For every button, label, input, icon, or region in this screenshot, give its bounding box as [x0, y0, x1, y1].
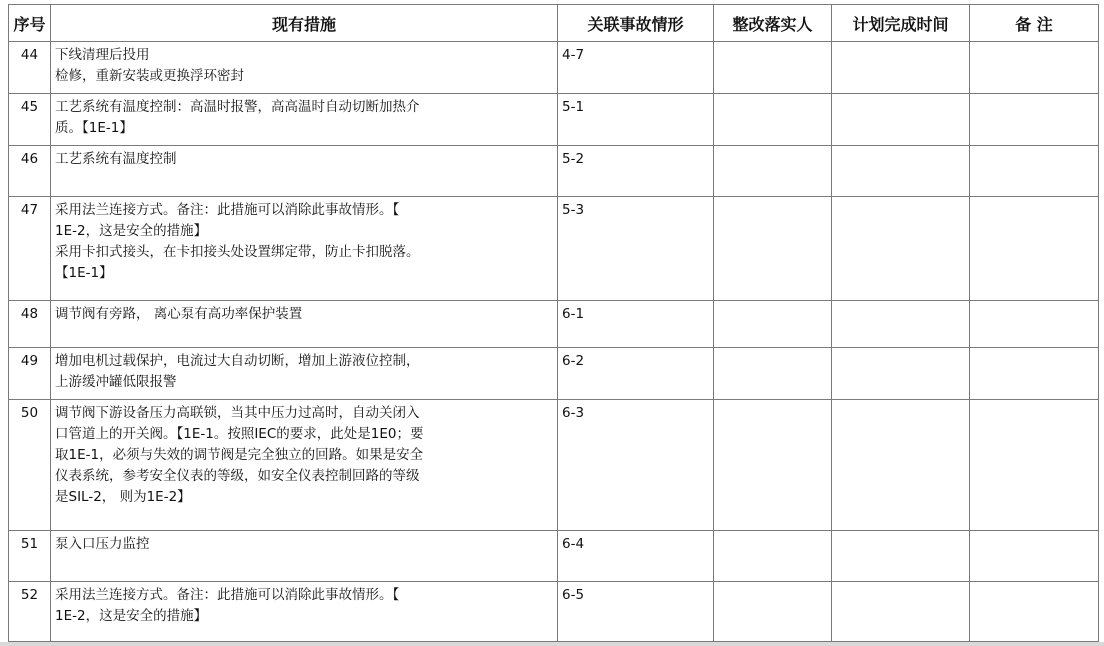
owner-cell[interactable] [714, 348, 832, 400]
table-body [9, 42, 1099, 642]
measure-cell [51, 197, 558, 301]
owner-cell[interactable] [714, 42, 832, 94]
table-row [9, 348, 1099, 400]
deadline-cell[interactable] [832, 582, 970, 642]
scenario-cell: 6-2 [558, 348, 714, 400]
remarks-cell[interactable] [970, 197, 1099, 301]
measure-cell [51, 94, 558, 146]
owner-cell[interactable] [714, 146, 832, 197]
deadline-cell[interactable] [832, 94, 970, 146]
header-remarks: 备 注 [970, 5, 1099, 42]
remarks-cell[interactable] [970, 531, 1099, 582]
header-owner: 整改落实人 [714, 5, 832, 42]
measure-line: 调节阀下游设备压力高联锁，当其中压力过高时，自动关闭入 [55, 405, 420, 421]
measure-line: 仪表系统，参考安全仪表的等级，如安全仪表控制回路的等级 [55, 468, 420, 484]
remarks-cell[interactable] [970, 301, 1099, 348]
scenario-cell: 5-1 [558, 94, 714, 146]
horizontal-scrollbar-track[interactable] [0, 642, 1104, 646]
measure-cell [51, 348, 558, 400]
measure-line: 1E-2，这是安全的措施】 [55, 223, 208, 239]
measure-cell [51, 582, 558, 642]
deadline-cell[interactable] [832, 301, 970, 348]
scenario-cell: 6-5 [558, 582, 714, 642]
remarks-cell[interactable] [970, 400, 1099, 531]
measure-line: 采用法兰连接方式。备注：此措施可以消除此事故情形。【 [55, 587, 400, 603]
measure-cell [51, 146, 558, 197]
measure-line: 采用法兰连接方式。备注：此措施可以消除此事故情形。【 [55, 202, 400, 218]
scenario-cell: 5-3 [558, 197, 714, 301]
row-number: 52 [9, 582, 51, 642]
deadline-cell[interactable] [832, 42, 970, 94]
measure-line: 检修，重新安装或更换浮环密封 [55, 68, 244, 84]
measure-cell [51, 400, 558, 531]
table-row [9, 146, 1099, 197]
measure-line: 是SIL-2， 则为1E-2】 [55, 489, 191, 505]
table-row [9, 301, 1099, 348]
remarks-cell[interactable] [970, 42, 1099, 94]
remarks-cell[interactable] [970, 582, 1099, 642]
measure-line: 调节阀有旁路， 离心泵有高功率保护装置 [55, 306, 303, 322]
owner-cell[interactable] [714, 94, 832, 146]
remarks-cell[interactable] [970, 146, 1099, 197]
scenario-cell: 6-4 [558, 531, 714, 582]
owner-cell[interactable] [714, 301, 832, 348]
table-row [9, 197, 1099, 301]
measure-line: 工艺系统有温度控制：高温时报警，高高温时自动切断加热介 [55, 99, 420, 115]
measure-line: 上游缓冲罐低限报警 [55, 374, 177, 390]
remarks-cell[interactable] [970, 94, 1099, 146]
table-row [9, 400, 1099, 531]
measure-line: 增加电机过载保护，电流过大自动切断，增加上游液位控制， [55, 353, 420, 369]
scenario-cell: 6-3 [558, 400, 714, 531]
owner-cell[interactable] [714, 197, 832, 301]
row-number: 51 [9, 531, 51, 582]
row-number: 46 [9, 146, 51, 197]
table-row [9, 42, 1099, 94]
measure-cell [51, 301, 558, 348]
deadline-cell[interactable] [832, 531, 970, 582]
owner-cell[interactable] [714, 531, 832, 582]
measure-line: 工艺系统有温度控制 [55, 151, 177, 167]
measure-line: 泵入口压力监控 [55, 536, 150, 552]
remarks-cell[interactable] [970, 348, 1099, 400]
measure-cell [51, 531, 558, 582]
owner-cell[interactable] [714, 582, 832, 642]
row-number: 47 [9, 197, 51, 301]
scenario-cell: 4-7 [558, 42, 714, 94]
measure-line: 【1E-1】 [55, 265, 113, 281]
row-number: 50 [9, 400, 51, 531]
measure-line: 采用卡扣式接头，在卡扣接头处设置绑定带，防止卡扣脱落。 [55, 244, 420, 260]
measure-line: 口管道上的开关阀。【1E-1。按照IEC的要求，此处是1E0；要 [55, 426, 424, 442]
measure-line: 1E-2，这是安全的措施】 [55, 608, 208, 624]
table-row [9, 94, 1099, 146]
measure-line: 下线清理后投用 [55, 47, 150, 63]
owner-cell[interactable] [714, 400, 832, 531]
deadline-cell[interactable] [832, 348, 970, 400]
deadline-cell[interactable] [832, 197, 970, 301]
header-row [9, 5, 1099, 42]
measure-line: 质。【1E-1】 [55, 120, 133, 136]
measure-cell [51, 42, 558, 94]
measures-table [8, 4, 1099, 642]
table-row [9, 582, 1099, 642]
header-seq: 序号 [9, 5, 51, 42]
deadline-cell[interactable] [832, 146, 970, 197]
scenario-cell: 5-2 [558, 146, 714, 197]
row-number: 48 [9, 301, 51, 348]
header-scenario: 关联事故情形 [558, 5, 714, 42]
header-measures: 现有措施 [51, 5, 558, 42]
table-row [9, 531, 1099, 582]
header-deadline: 计划完成时间 [832, 5, 970, 42]
row-number: 44 [9, 42, 51, 94]
deadline-cell[interactable] [832, 400, 970, 531]
scenario-cell: 6-1 [558, 301, 714, 348]
row-number: 49 [9, 348, 51, 400]
measure-line: 取1E-1，必须与失效的调节阀是完全独立的回路。如果是安全 [55, 447, 424, 463]
row-number: 45 [9, 94, 51, 146]
